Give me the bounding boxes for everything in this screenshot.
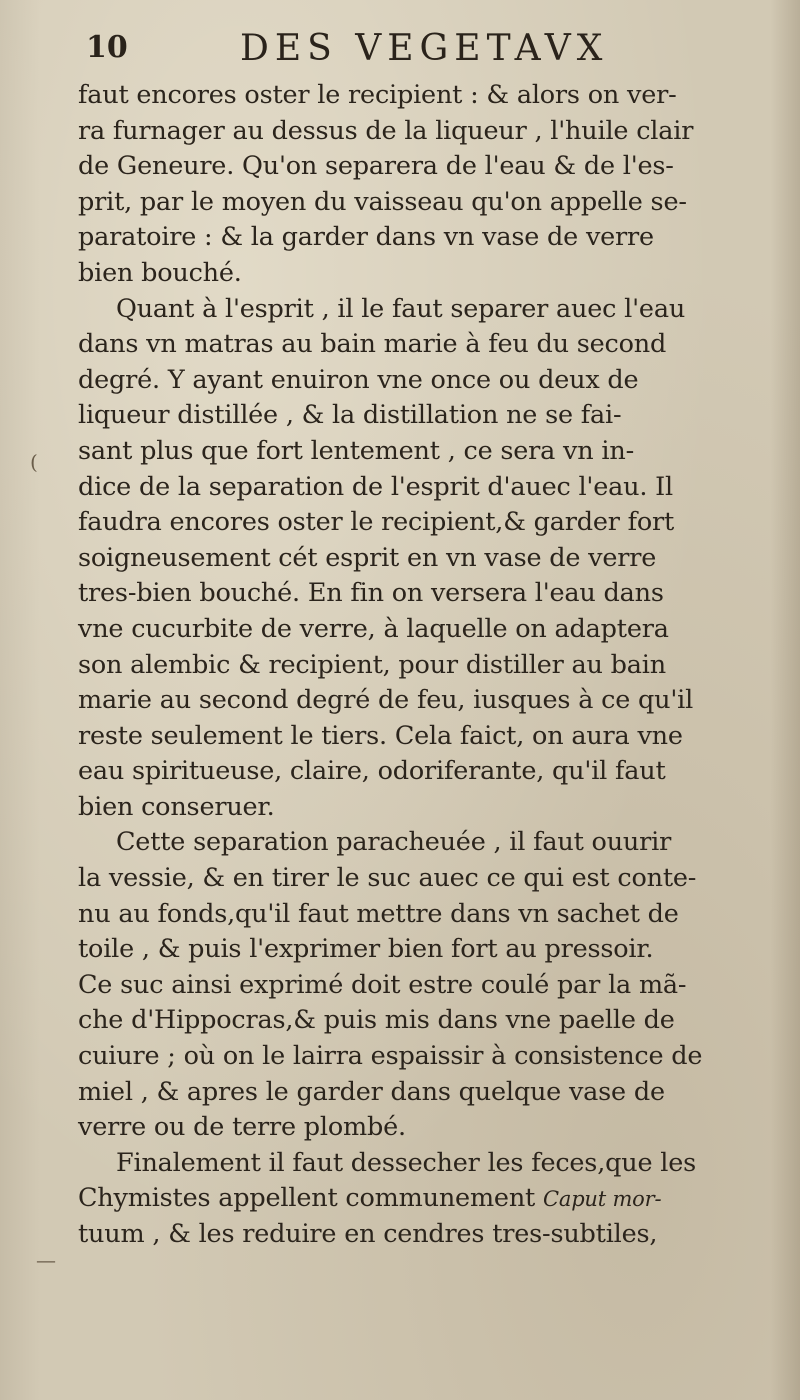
text-line: liqueur distillée , & la distillation ne se fai- xyxy=(78,400,622,431)
text-line: prit, par le moyen du vaisseau qu'on appelle se- xyxy=(78,186,687,217)
text-line: bien bouché. xyxy=(78,257,242,288)
page-number: 10 xyxy=(86,30,128,65)
text-line: cuiure ; où on le lairra espaissir à consistence de xyxy=(78,1041,703,1072)
text-line: de Geneure. Qu'on separera de l'eau & de l'es- xyxy=(78,151,674,182)
text-line: sant plus que fort lentement , ce sera vn in- xyxy=(78,435,634,466)
paragraph-start-line: Cette separation paracheuée , il faut ouurir xyxy=(116,827,672,858)
text-line: bien conseruer. xyxy=(78,791,275,822)
margin-mark: ( xyxy=(30,450,38,474)
text-line: marie au second degré de feu, iusques à ce qu'il xyxy=(78,685,694,716)
body-text xyxy=(78,78,738,1253)
text-line: dans vn matras au bain marie à feu du second xyxy=(78,329,667,360)
text-line: faut encores oster le recipient : & alors on ver- xyxy=(78,80,677,110)
text-line: toile , & puis l'exprimer bien fort au pressoir. xyxy=(78,934,654,965)
margin-mark: — xyxy=(36,1248,56,1272)
text-line: verre ou de terre plombé. xyxy=(78,1112,406,1143)
line-text-part: Chymistes appellent communement xyxy=(78,1183,536,1214)
paragraph-start-line: Quant à l'esprit , il le faut separer auec l'eau xyxy=(116,293,686,324)
text-line: paratoire : & la garder dans vn vase de verre xyxy=(78,222,654,253)
text-line: son alembic & recipient, pour distiller au bain xyxy=(78,649,666,680)
paragraph-start-line: Finalement il faut dessecher les feces,que les xyxy=(116,1147,696,1178)
running-title: DES VEGETAVX xyxy=(240,28,609,69)
text-line: miel , & apres le garder dans quelque vase de xyxy=(78,1076,665,1107)
text-line: degré. Y ayant enuiron vne once ou deux de xyxy=(78,364,639,395)
text-line: che d'Hippocras,& puis mis dans vne paelle de xyxy=(78,1005,675,1036)
text-line: la vessie, & en tirer le suc auec ce qui est conte- xyxy=(78,863,697,894)
text-line: nu au fonds,qu'il faut mettre dans vn sachet de xyxy=(78,898,679,929)
text-line: reste seulement le tiers. Cela faict, on aura vne xyxy=(78,720,683,751)
text-line: Ce suc ainsi exprimé doit estre coulé par la mã- xyxy=(78,969,687,1000)
text-line: vne cucurbite de verre, à laquelle on adaptera xyxy=(78,613,669,644)
text-line: ra furnager au dessus de la liqueur , l'huile clair xyxy=(78,115,694,146)
page-header xyxy=(80,26,720,76)
text-line: eau spiritueuse, claire, odoriferante, qu'il faut xyxy=(78,756,666,787)
text-line: faudra encores oster le recipient,& garder fort xyxy=(78,507,675,538)
text-line: dice de la separation de l'esprit d'auec l'eau. Il xyxy=(78,471,673,502)
page-edge-shadow xyxy=(770,0,800,1400)
text-line: tuum , & les reduire en cendres tres-subtiles, xyxy=(78,1219,658,1249)
text-line xyxy=(78,1181,738,1217)
latin-italic-phrase: Caput mor- xyxy=(543,1187,662,1212)
text-line: tres-bien bouché. En fin on versera l'eau dans xyxy=(78,578,664,609)
text-line: soigneusement cét esprit en vn vase de verre xyxy=(78,542,657,573)
